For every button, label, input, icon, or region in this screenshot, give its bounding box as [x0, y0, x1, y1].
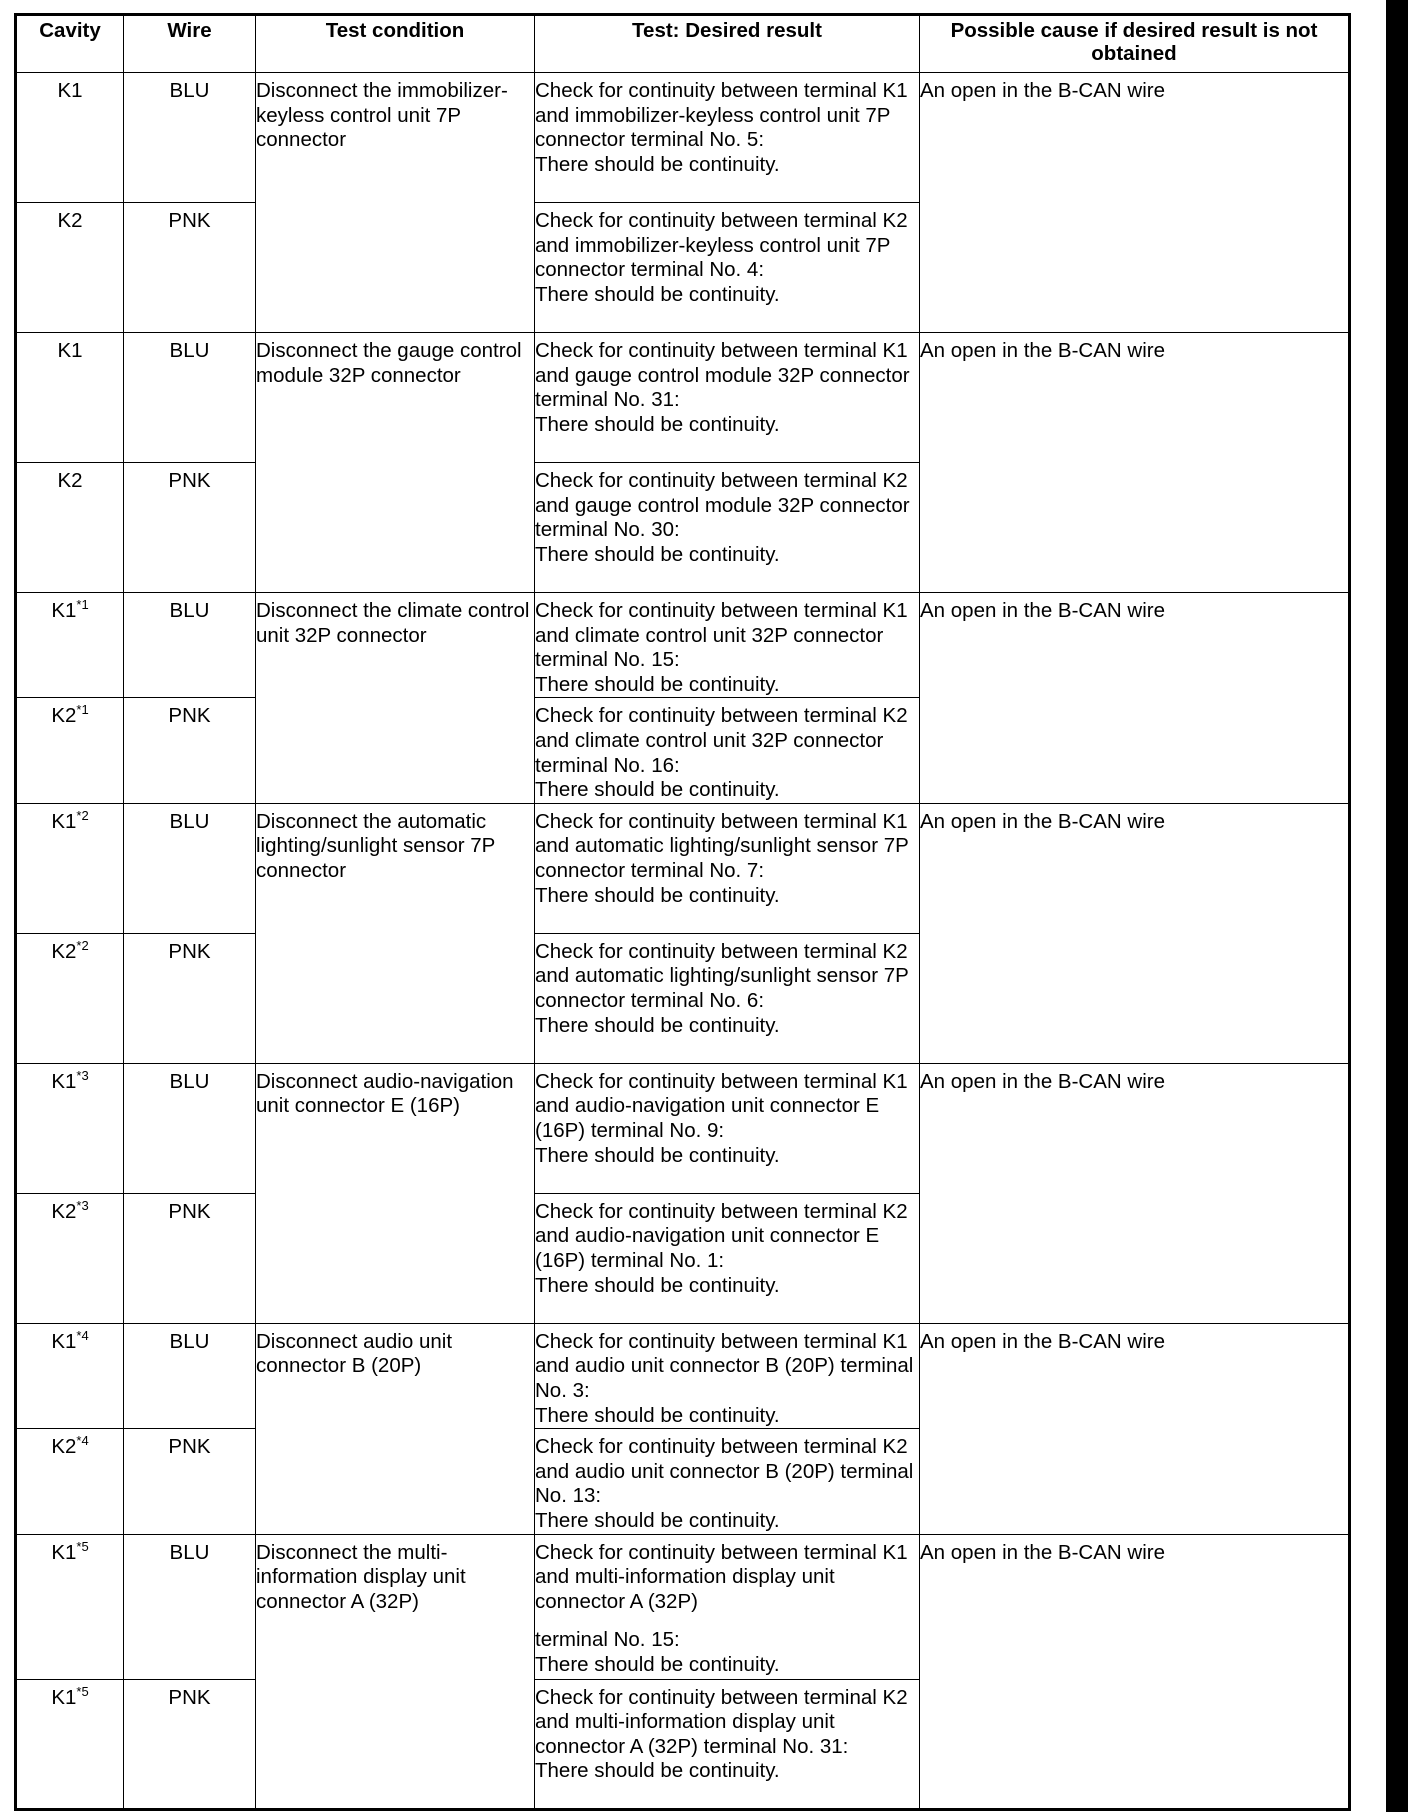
wire-cell: PNK: [124, 463, 256, 593]
possible-cause-cell: An open in the B-CAN wire: [920, 1323, 1350, 1534]
possible-cause-cell: An open in the B-CAN wire: [920, 593, 1350, 804]
continuity-test-table: [14, 13, 1351, 1811]
test-condition-cell: Disconnect the gauge control module 32P connector: [256, 333, 535, 593]
cavity-cell: K2$^{*3}$: [16, 1193, 124, 1323]
cavity-cell: K2$^{*4}$: [16, 1429, 124, 1534]
table-row: [16, 1323, 1350, 1428]
wire-cell: PNK: [124, 203, 256, 333]
table-row: [16, 1063, 1350, 1193]
table-row: [16, 803, 1350, 933]
desired-result-cell: Check for continuity between terminal K2 and climate control unit 32P connector terminal No. 16: There should be continuity.: [535, 698, 920, 803]
desired-result-cell: Check for continuity between terminal K1 and audio-navigation unit connector E (16P) terminal No. 9: There should be continuity.: [535, 1063, 920, 1193]
table-row: [16, 333, 1350, 463]
cavity-cell: K1$^{*5}$: [16, 1679, 124, 1809]
wire-cell: BLU: [124, 1323, 256, 1428]
table-row: [16, 593, 1350, 698]
wire-cell: BLU: [124, 803, 256, 933]
cavity-cell: K2: [16, 463, 124, 593]
test-condition-cell: Disconnect audio unit connector B (20P): [256, 1323, 535, 1534]
test-condition-cell: Disconnect the multi-information display unit connector A (32P): [256, 1534, 535, 1809]
wire-cell: BLU: [124, 1534, 256, 1679]
wire-cell: BLU: [124, 333, 256, 463]
desired-result-cell: Check for continuity between terminal K1 and audio unit connector B (20P) terminal No. 3: There should be continuity.: [535, 1323, 920, 1428]
header-possible-cause: Possible cause if desired result is not obtained: [920, 15, 1350, 73]
possible-cause-cell: An open in the B-CAN wire: [920, 1063, 1350, 1323]
desired-result-cell: Check for continuity between terminal K2 and gauge control module 32P connector terminal No. 30: There should be continuity.: [535, 463, 920, 593]
header-test-condition: Test condition: [256, 15, 535, 73]
test-condition-cell: Disconnect the climate control unit 32P connector: [256, 593, 535, 804]
desired-result-cell: Check for continuity between terminal K1 and gauge control module 32P connector terminal No. 31: There should be continuity.: [535, 333, 920, 463]
desired-result-cell: Check for continuity between terminal K1 and immobilizer-keyless control unit 7P connector terminal No. 5: There should be continuity.: [535, 73, 920, 203]
cavity-cell: K1$^{*1}$: [16, 593, 124, 698]
header-row: [16, 15, 1350, 73]
desired-result-cell: Check for continuity between terminal K2 and audio-navigation unit connector E (16P) terminal No. 1: There should be continuity.: [535, 1193, 920, 1323]
desired-result-cell: Check for continuity between terminal K2 and automatic lighting/sunlight sensor 7P connector terminal No. 6: There should be continuity.: [535, 933, 920, 1063]
wire-cell: PNK: [124, 1429, 256, 1534]
header-wire: Wire: [124, 15, 256, 73]
table-row: [16, 1534, 1350, 1679]
wire-cell: PNK: [124, 698, 256, 803]
possible-cause-cell: An open in the B-CAN wire: [920, 333, 1350, 593]
cavity-cell: K2: [16, 203, 124, 333]
cavity-cell: K2$^{*1}$: [16, 698, 124, 803]
possible-cause-cell: An open in the B-CAN wire: [920, 1534, 1350, 1809]
cavity-cell: K2$^{*2}$: [16, 933, 124, 1063]
header-desired-result: Test: Desired result: [535, 15, 920, 73]
cavity-cell: K1: [16, 73, 124, 203]
cavity-cell: K1: [16, 333, 124, 463]
cavity-cell: K1$^{*5}$: [16, 1534, 124, 1679]
cavity-cell: K1$^{*3}$: [16, 1063, 124, 1193]
test-condition-cell: Disconnect the automatic lighting/sunlight sensor 7P connector: [256, 803, 535, 1063]
desired-result-cell: Check for continuity between terminal K1 and automatic lighting/sunlight sensor 7P connector terminal No. 7: There should be continuity.: [535, 803, 920, 933]
wire-cell: PNK: [124, 1679, 256, 1809]
desired-result-cell: Check for continuity between terminal K2 and multi-information display unit connector A (32P) terminal No. 31: There should be continuity.: [535, 1679, 920, 1809]
table-row: [16, 73, 1350, 203]
desired-result-cell: Check for continuity between terminal K2 and immobilizer-keyless control unit 7P connector terminal No. 4: There should be continuity.: [535, 203, 920, 333]
wire-cell: PNK: [124, 1193, 256, 1323]
wire-cell: BLU: [124, 1063, 256, 1193]
test-condition-cell: Disconnect the immobilizer-keyless control unit 7P connector: [256, 73, 535, 333]
cavity-cell: K1$^{*4}$: [16, 1323, 124, 1428]
desired-result-cell: Check for continuity between terminal K2 and audio unit connector B (20P) terminal No. 13: There should be continuity.: [535, 1429, 920, 1534]
test-condition-cell: Disconnect audio-navigation unit connector E (16P): [256, 1063, 535, 1323]
cavity-cell: K1$^{*2}$: [16, 803, 124, 933]
possible-cause-cell: An open in the B-CAN wire: [920, 73, 1350, 333]
possible-cause-cell: An open in the B-CAN wire: [920, 803, 1350, 1063]
wire-cell: BLU: [124, 73, 256, 203]
header-cavity: Cavity: [16, 15, 124, 73]
desired-result-cell: Check for continuity between terminal K1 and multi-information display unit connector A (32P) terminal No. 15: There should be continuity.: [535, 1534, 920, 1679]
desired-result-cell: Check for continuity between terminal K1 and climate control unit 32P connector terminal No. 15: There should be continuity.: [535, 593, 920, 698]
wire-cell: PNK: [124, 933, 256, 1063]
right-edge-bar: [1386, 0, 1408, 1812]
wire-cell: BLU: [124, 593, 256, 698]
